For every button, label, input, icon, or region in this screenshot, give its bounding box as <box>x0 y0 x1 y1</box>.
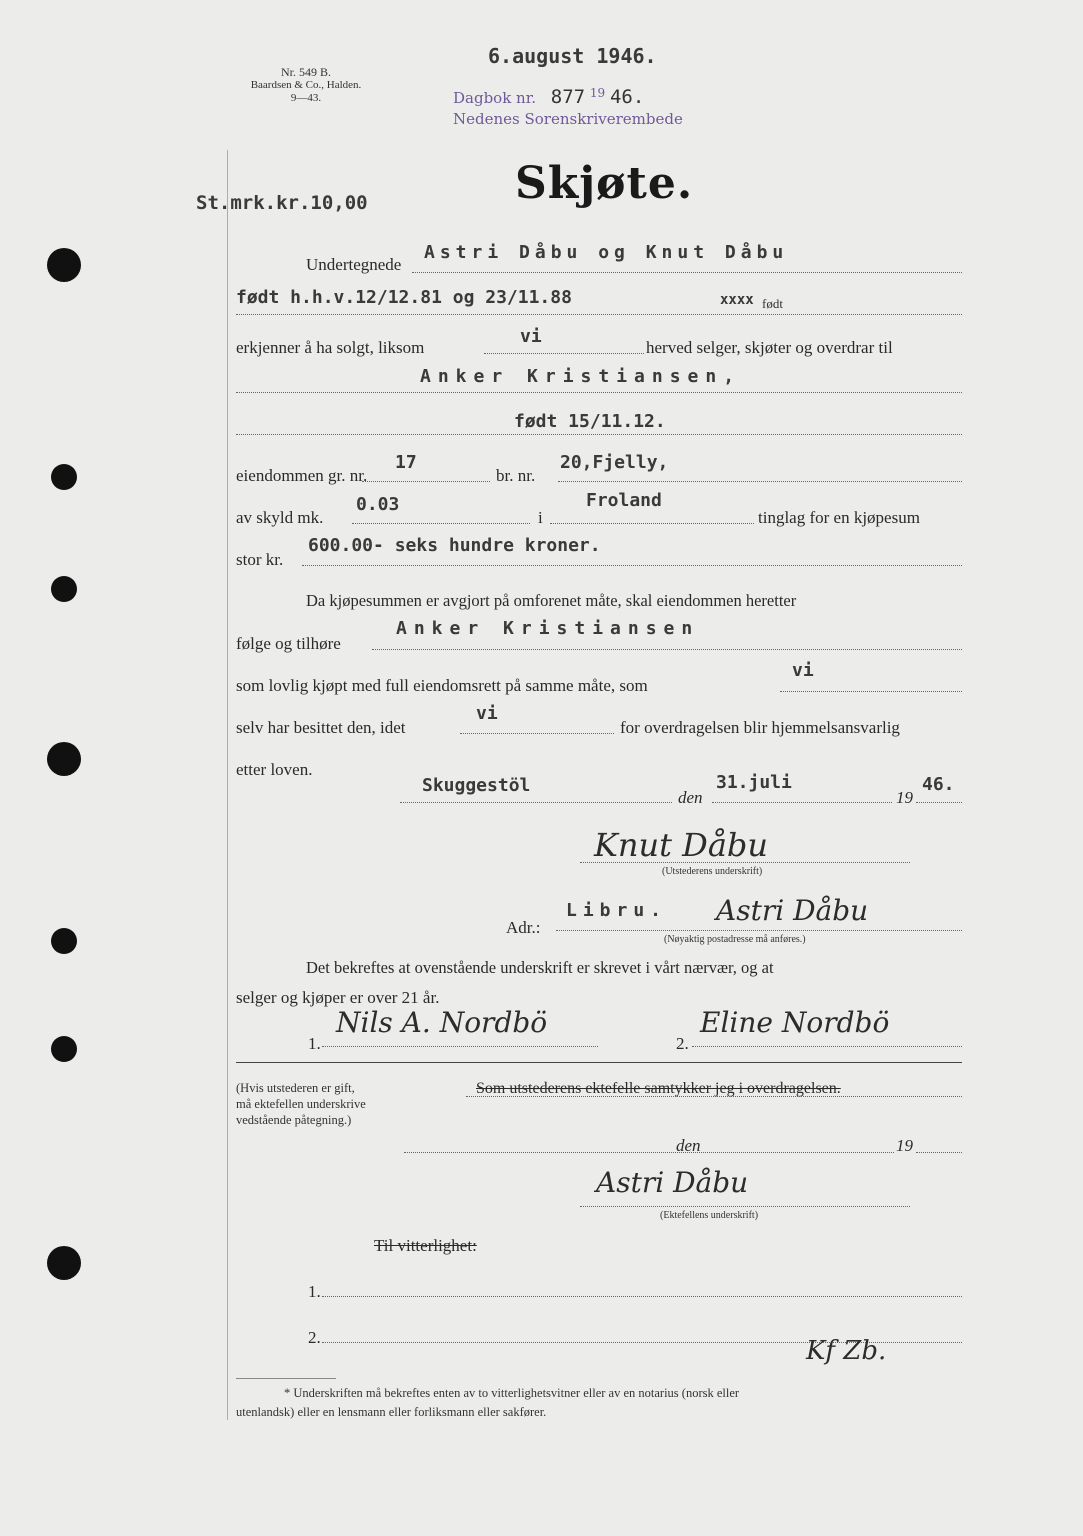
witness1-line <box>322 1046 598 1047</box>
eiendom-label: eiendommen gr. nr. <box>236 466 368 485</box>
buyer-name: Anker Kristiansen, <box>420 366 742 387</box>
place-line <box>400 802 672 803</box>
dagbok-stamp <box>453 86 644 108</box>
br-nr-line <box>558 481 962 482</box>
spouse-signature-caption: (Ektefellens underskrift) <box>660 1210 759 1221</box>
witness2-signature: Eline Nordbö <box>700 1006 890 1039</box>
witness-n2: 2. <box>676 1034 689 1053</box>
folge-label: følge og tilhøre <box>236 634 341 653</box>
stor-label: stor kr. <box>236 550 284 569</box>
fodt-print: født <box>762 296 783 311</box>
buyer-line <box>236 392 962 393</box>
fodt-value: født h.h.v.12/12.81 og 23/11.88 <box>236 287 572 308</box>
dagbok-year: 46. <box>609 86 645 108</box>
date-line <box>712 802 892 803</box>
sum-line <box>302 565 962 566</box>
lovlig-text: som lovlig kjøpt med full eiendomsrett på samme måte, som <box>236 676 648 695</box>
dagbok-year-prefix: 19 <box>589 86 606 100</box>
lovlig-value: vi <box>792 660 814 681</box>
spouse-note <box>236 1080 366 1128</box>
seller-signature-line <box>580 862 910 863</box>
witness-text1: Det bekreftes at ovenstående underskrift er skrevet i vårt nærvær, og at <box>306 958 774 977</box>
selv-post: for overdragelsen blir hjemmelsansvarlig <box>620 718 900 737</box>
selv-line <box>460 733 614 734</box>
vitterlighet-n1: 1. <box>308 1282 321 1301</box>
punch-hole <box>51 928 77 954</box>
sum-value: 600.00- seks hundre kroner. <box>308 535 601 556</box>
witness-text2: selger og kjøper er over 21 år. <box>236 988 440 1007</box>
lovlig-line <box>780 691 962 692</box>
office-stamp: Nedenes Sorenskriverembede <box>453 110 683 128</box>
etter-loven: etter loven. <box>236 760 313 779</box>
undertegnede-label: Undertegnede <box>306 255 402 274</box>
fodt-line <box>236 314 962 315</box>
footnote-rule <box>236 1378 336 1379</box>
spouse-date-line <box>404 1152 894 1153</box>
folge-line <box>372 649 962 650</box>
place-year-prefix: 19 <box>896 788 913 807</box>
spouse-den: den <box>676 1136 701 1155</box>
spouse-note-line: vedstående påtegning.) <box>236 1113 352 1127</box>
section-divider <box>236 1062 962 1063</box>
erkjenner-post: herved selger, skjøter og overdrar til <box>646 338 893 357</box>
vitterlighet-n2: 2. <box>308 1328 321 1347</box>
vitterlighet-label: Til vitterlighet: <box>374 1236 477 1255</box>
footnote <box>236 1384 739 1422</box>
punch-hole <box>51 576 77 602</box>
address-value: Libru. <box>566 900 668 921</box>
erkjenner-line <box>484 353 644 354</box>
spouse-year-line <box>916 1152 962 1153</box>
document-title: Skjøte. <box>515 158 694 209</box>
seller-signature: Knut Dåbu <box>594 826 768 864</box>
buyer-born-line <box>236 434 962 435</box>
para1: Da kjøpesummen er avgjort på omforenet måte, skal eiendommen heretter <box>306 591 797 610</box>
punch-hole <box>51 464 77 490</box>
skyld-line <box>352 523 530 524</box>
spouse-consent-line <box>466 1096 962 1097</box>
gr-nr-line <box>362 481 490 482</box>
witness1-signature: Nils A. Nordbö <box>336 1006 548 1039</box>
spouse-signature-line <box>580 1206 910 1207</box>
place-den: den <box>678 788 703 807</box>
footnote-line: * Underskriften må bekreftes enten av to vitterlighetsvitner eller av en notarius (norsk eller <box>284 1386 740 1400</box>
punch-hole <box>47 742 81 776</box>
dagbok-number: 877 <box>550 86 586 108</box>
address-label: Adr.: <box>506 918 541 937</box>
printer-date-code: 9—43. <box>290 92 322 104</box>
undertegnede-line <box>412 272 962 273</box>
stamp-fee: St.mrk.kr.10,00 <box>196 192 368 214</box>
selv-value: vi <box>476 703 498 724</box>
vitterlighet1-line <box>322 1296 962 1297</box>
margin-rule <box>227 150 228 1420</box>
spouse-note-line: må ektefellen underskrive <box>236 1097 366 1111</box>
footnote-line: utenlandsk) eller en lensmann eller forliksmann eller sakfører. <box>236 1405 547 1419</box>
tinglag-value: Froland <box>586 490 662 511</box>
seller-signature-caption: (Utstederens underskrift) <box>662 866 763 877</box>
spouse-consent: Som utstederens ektefelle samtykker jeg i overdragelsen. <box>476 1080 841 1097</box>
br-nr: 20,Fjelly, <box>560 452 669 473</box>
skyld-label: av skyld mk. <box>236 508 324 527</box>
spouse-year-prefix: 19 <box>896 1136 913 1155</box>
gr-nr: 17 <box>395 452 417 473</box>
selv-pre: selv har besittet den, idet <box>236 718 406 737</box>
dagbok-label: Dagbok nr. <box>453 89 537 107</box>
br-label: br. nr. <box>496 466 536 485</box>
fodt-struck: xxxx <box>720 292 754 308</box>
address-line <box>556 930 962 931</box>
punch-hole <box>47 1246 81 1280</box>
folge-value: Anker Kristiansen <box>396 618 700 639</box>
printer-company: Baardsen & Co., Halden. <box>250 79 362 91</box>
spouse-note-line: (Hvis utstederen er gift, <box>236 1081 355 1095</box>
punch-hole <box>51 1036 77 1062</box>
erkjenner-value: vi <box>520 326 542 347</box>
witness2-line <box>692 1046 962 1047</box>
header-date: 6.august 1946. <box>488 44 657 68</box>
punch-hole <box>47 248 81 282</box>
skyld-value: 0.03 <box>356 494 400 515</box>
spouse-signature: Astri Dåbu <box>596 1166 749 1199</box>
i-label: i <box>538 508 543 527</box>
undertegnede-value: Astri Dåbu og Knut Dåbu <box>424 242 789 263</box>
printer-info <box>236 66 376 105</box>
address-caption: (Nøyaktig postadresse må anføres.) <box>664 934 806 945</box>
place-date: 31.juli <box>716 772 792 793</box>
place: Skuggestöl <box>422 775 531 796</box>
registrar-initials: Kf Zb. <box>806 1336 887 1366</box>
address-signature: Astri Dåbu <box>716 894 869 927</box>
erkjenner-pre: erkjenner å ha solgt, liksom <box>236 338 425 357</box>
printer-nr: Nr. 549 B. <box>280 65 331 79</box>
buyer-born: født 15/11.12. <box>514 411 666 432</box>
place-year: 46. <box>922 774 955 795</box>
year-line <box>916 802 962 803</box>
tinglag-line <box>550 523 754 524</box>
witness-n1: 1. <box>308 1034 321 1053</box>
tinglag-post: tinglag for en kjøpesum <box>758 508 920 527</box>
